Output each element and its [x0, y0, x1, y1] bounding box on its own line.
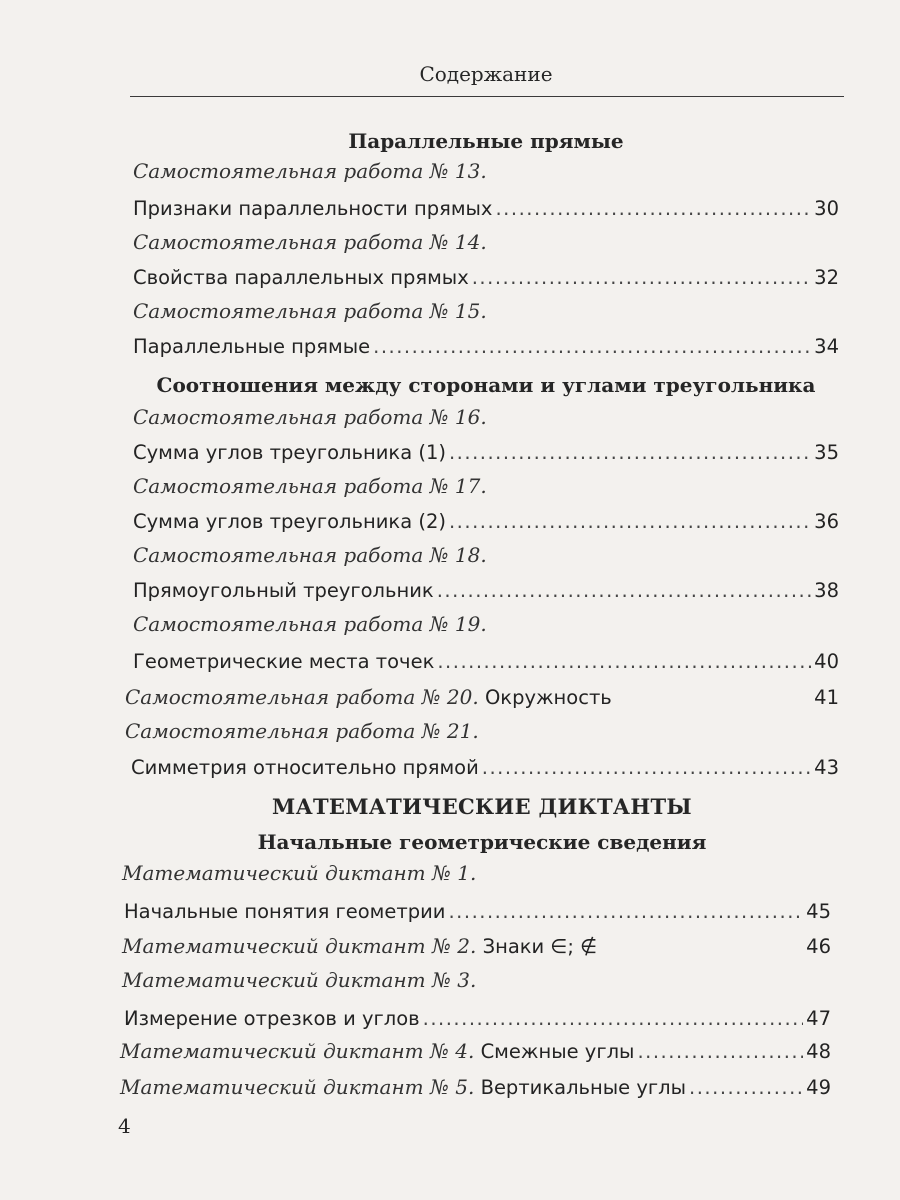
toc-entry-title: Сумма углов треугольника (2) [133, 510, 446, 533]
toc-label: Самостоятельная работа № 17. [133, 474, 487, 498]
toc-entry-page: 34 [814, 335, 839, 358]
toc-entry-subtitle: Окружность [484, 686, 612, 709]
dot-leader [423, 1004, 804, 1034]
toc-entry-title [120, 1072, 686, 1103]
toc-entry[interactable] [120, 1036, 831, 1066]
toc-entry-page: 40 [814, 650, 839, 673]
header-rule [130, 96, 844, 97]
page-number: 4 [118, 1114, 131, 1138]
toc-entry[interactable] [133, 263, 839, 293]
dot-leader [637, 1037, 803, 1067]
toc-entry-title: Начальные понятия геометрии [124, 900, 446, 923]
toc-entry-label: Математический диктант № 4. [120, 1039, 475, 1063]
toc-label: Математический диктант № 3. [122, 968, 477, 992]
dot-leader [437, 576, 811, 606]
toc-label: Самостоятельная работа № 18. [133, 543, 487, 567]
dot-leader [373, 332, 811, 362]
toc-entry-title: Признаки параллельности прямых [133, 197, 493, 220]
toc-entry-page: 45 [806, 900, 831, 923]
toc-entry[interactable] [131, 753, 839, 783]
toc-entry[interactable] [124, 897, 831, 927]
dot-leader [449, 438, 811, 468]
toc-label: Самостоятельная работа № 14. [133, 230, 487, 254]
toc-entry-title: Свойства параллельных прямых [133, 266, 469, 289]
toc-entry-label: Самостоятельная работа № 20. [125, 685, 479, 709]
dot-leader [472, 263, 811, 293]
toc-entry-page: 48 [806, 1040, 831, 1063]
toc-entry[interactable] [133, 194, 839, 224]
toc-entry-label: Математический диктант № 5. [120, 1075, 475, 1099]
section-heading-triangles: Соотношения между сторонами и углами треугольника [156, 373, 816, 397]
section-heading-parallel-lines: Параллельные прямые [348, 129, 624, 153]
toc-entry-title [122, 931, 597, 962]
toc-label: Математический диктант № 1. [122, 861, 477, 885]
toc-entry[interactable] [125, 682, 839, 712]
toc-entry-page: 36 [814, 510, 839, 533]
toc-label: Самостоятельная работа № 19. [133, 612, 487, 636]
toc-entry-title: Геометрические места точек [133, 650, 435, 673]
toc-label: Самостоятельная работа № 13. [133, 159, 487, 183]
section-heading-basics: Начальные геометрические сведения [257, 830, 707, 854]
dot-leader [437, 647, 811, 677]
toc-entry[interactable] [124, 1004, 831, 1034]
toc-entry-page: 30 [814, 197, 839, 220]
toc-entry-page: 32 [814, 266, 839, 289]
toc-label: Самостоятельная работа № 16. [133, 405, 487, 429]
toc-entry-title: Параллельные прямые [133, 335, 371, 358]
toc-entry-page: 35 [814, 441, 839, 464]
toc-entry-title: Прямоугольный треугольник [133, 579, 434, 602]
toc-entry[interactable] [133, 438, 839, 468]
toc-entry-title: Измерение отрезков и углов [124, 1007, 420, 1030]
toc-label: Самостоятельная работа № 15. [133, 299, 487, 323]
toc-entry-title: Симметрия относительно прямой [131, 756, 479, 779]
toc-entry[interactable] [133, 576, 839, 606]
toc-entry[interactable] [120, 1072, 831, 1102]
dot-leader [449, 507, 811, 537]
toc-label: Самостоятельная работа № 21. [125, 719, 479, 743]
toc-entry-title [125, 682, 612, 713]
toc-entry-subtitle: Смежные углы [480, 1040, 635, 1063]
dot-leader [448, 897, 803, 927]
running-header: Содержание [419, 62, 553, 86]
dot-leader [689, 1073, 803, 1103]
toc-entry-subtitle: Вертикальные углы [480, 1076, 687, 1099]
toc-entry-page: 38 [814, 579, 839, 602]
toc-entry-page: 46 [806, 935, 831, 958]
toc-entry-subtitle: Знаки ∈; ∉ [482, 935, 598, 958]
toc-entry-title [120, 1036, 634, 1067]
toc-entry[interactable] [122, 931, 831, 961]
toc-entry-page: 47 [806, 1007, 831, 1030]
toc-entry-page: 41 [814, 686, 839, 709]
dot-leader [482, 753, 811, 783]
toc-entry[interactable] [133, 507, 839, 537]
toc-entry-page: 43 [814, 756, 839, 779]
toc-entry-title: Сумма углов треугольника (1) [133, 441, 446, 464]
toc-entry[interactable] [133, 332, 839, 362]
toc-entry[interactable] [133, 647, 839, 677]
toc-entry-page: 49 [806, 1076, 831, 1099]
toc-entry-label: Математический диктант № 2. [122, 934, 477, 958]
part-heading-dictations: МАТЕМАТИЧЕСКИЕ ДИКТАНТЫ [272, 794, 692, 819]
dot-leader [495, 194, 811, 224]
